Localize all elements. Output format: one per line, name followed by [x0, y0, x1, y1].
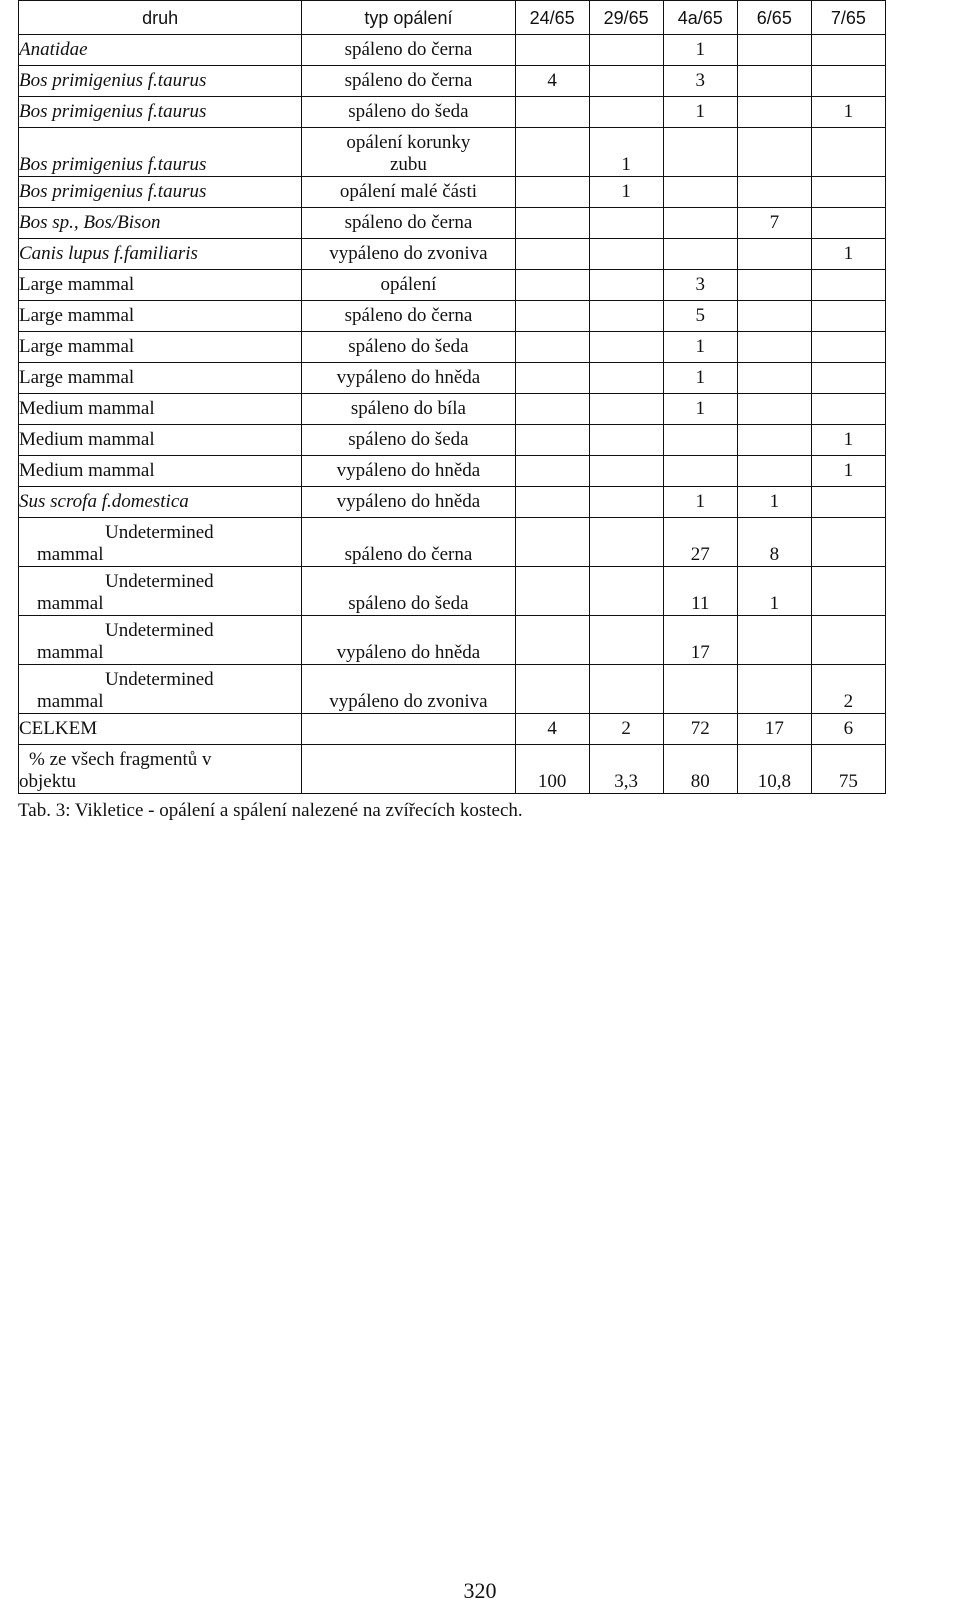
count-cell: 17	[663, 616, 737, 665]
count-cell	[663, 128, 737, 177]
species-cell: Bos sp., Bos/Bison	[19, 208, 302, 239]
species-cell: Large mammal	[19, 270, 302, 301]
burn-type-cell: spáleno do šeda	[302, 97, 515, 128]
count-cell	[589, 208, 663, 239]
count-cell: 1	[663, 332, 737, 363]
count-cell: 1	[811, 97, 885, 128]
count-cell	[589, 35, 663, 66]
count-cell	[663, 456, 737, 487]
count-cell: 1	[663, 35, 737, 66]
count-cell	[589, 363, 663, 394]
table-row	[19, 394, 886, 425]
count-cell	[589, 97, 663, 128]
count-cell	[737, 177, 811, 208]
species-cell: Sus scrofa f.domestica	[19, 487, 302, 518]
table-row	[19, 487, 886, 518]
total-cell: 17	[737, 714, 811, 745]
count-cell	[515, 97, 589, 128]
species-line: Undetermined	[105, 522, 214, 543]
count-cell	[737, 616, 811, 665]
header-6-65: 6/65	[737, 1, 811, 35]
count-cell: 1	[663, 363, 737, 394]
species-cell: Anatidae	[19, 35, 302, 66]
species-cell: Large mammal	[19, 301, 302, 332]
burn-type-cell: vypáleno do hněda	[302, 487, 515, 518]
count-cell	[737, 363, 811, 394]
percent-cell: 80	[663, 745, 737, 794]
count-cell: 1	[737, 567, 811, 616]
count-cell	[515, 394, 589, 425]
count-cell	[589, 665, 663, 714]
count-cell	[811, 567, 885, 616]
header-typ: typ opálení	[302, 1, 515, 35]
species-cell: Bos primigenius f.taurus	[19, 128, 302, 177]
count-cell	[589, 332, 663, 363]
percent-label-line: % ze všech fragmentů v	[29, 749, 212, 770]
count-cell	[811, 487, 885, 518]
table-row	[19, 332, 886, 363]
count-cell	[737, 35, 811, 66]
count-cell	[737, 97, 811, 128]
count-cell	[589, 270, 663, 301]
count-cell: 3	[663, 270, 737, 301]
count-cell	[811, 394, 885, 425]
count-cell	[811, 616, 885, 665]
burn-type-cell: spáleno do šeda	[302, 567, 515, 616]
species-cell: Medium mammal	[19, 425, 302, 456]
burn-type-cell: vypáleno do zvoniva	[302, 665, 515, 714]
table-row	[19, 66, 886, 97]
count-cell	[811, 270, 885, 301]
species-cell: Bos primigenius f.taurus	[19, 66, 302, 97]
header-24-65: 24/65	[515, 1, 589, 35]
count-cell	[811, 332, 885, 363]
burn-type-cell: spáleno do bíla	[302, 394, 515, 425]
count-cell: 1	[663, 97, 737, 128]
species-line: Undetermined	[105, 620, 214, 641]
count-cell	[515, 239, 589, 270]
header-29-65: 29/65	[589, 1, 663, 35]
count-cell: 5	[663, 301, 737, 332]
count-cell	[737, 665, 811, 714]
count-cell: 11	[663, 567, 737, 616]
percent-label	[19, 745, 302, 794]
count-cell: 2	[811, 665, 885, 714]
count-cell: 1	[811, 239, 885, 270]
percent-cell: 75	[811, 745, 885, 794]
species-cell: Bos primigenius f.taurus	[19, 177, 302, 208]
percent-row	[19, 745, 886, 794]
count-cell	[663, 177, 737, 208]
empty-cell	[302, 714, 515, 745]
burn-type-cell	[302, 128, 515, 177]
table-row	[19, 208, 886, 239]
table-row	[19, 128, 886, 177]
count-cell	[515, 128, 589, 177]
species-cell	[19, 665, 302, 714]
species-cell: Large mammal	[19, 332, 302, 363]
count-cell	[515, 567, 589, 616]
count-cell	[515, 177, 589, 208]
count-cell	[737, 394, 811, 425]
count-cell	[515, 425, 589, 456]
count-cell	[811, 128, 885, 177]
empty-cell	[302, 745, 515, 794]
species-line: mammal	[37, 691, 104, 712]
count-cell	[811, 208, 885, 239]
burning-table	[18, 0, 886, 794]
header-druh: druh	[19, 1, 302, 35]
species-line: mammal	[37, 642, 104, 663]
header-row	[19, 1, 886, 35]
count-cell	[737, 239, 811, 270]
count-cell: 1	[589, 128, 663, 177]
burn-type-cell: spáleno do černa	[302, 208, 515, 239]
burn-type-cell: spáleno do šeda	[302, 425, 515, 456]
data-table-container	[18, 0, 886, 794]
table-row	[19, 518, 886, 567]
table-row	[19, 301, 886, 332]
percent-cell: 10,8	[737, 745, 811, 794]
table-row	[19, 35, 886, 66]
burn-type-cell: vypáleno do zvoniva	[302, 239, 515, 270]
count-cell: 1	[811, 456, 885, 487]
species-line: mammal	[37, 544, 104, 565]
count-cell	[737, 66, 811, 97]
count-cell	[515, 456, 589, 487]
total-cell: 4	[515, 714, 589, 745]
count-cell	[589, 425, 663, 456]
burn-type-cell: vypáleno do hněda	[302, 456, 515, 487]
burn-type-cell: vypáleno do hněda	[302, 616, 515, 665]
total-row	[19, 714, 886, 745]
total-cell: 72	[663, 714, 737, 745]
count-cell	[589, 66, 663, 97]
burn-type-line: opálení korunky	[346, 132, 471, 153]
count-cell	[811, 35, 885, 66]
species-cell: Bos primigenius f.taurus	[19, 97, 302, 128]
table-caption: Tab. 3: Vikletice - opálení a spálení nalezené na zvířecích kostech.	[18, 800, 523, 821]
table-row	[19, 363, 886, 394]
count-cell	[811, 301, 885, 332]
species-cell	[19, 518, 302, 567]
burn-type-cell: spáleno do černa	[302, 66, 515, 97]
count-cell	[663, 425, 737, 456]
count-cell: 1	[589, 177, 663, 208]
count-cell	[515, 487, 589, 518]
species-cell	[19, 616, 302, 665]
count-cell	[589, 456, 663, 487]
burn-type-line: zubu	[389, 154, 427, 175]
count-cell: 1	[737, 487, 811, 518]
table-row	[19, 97, 886, 128]
burn-type-cell: opálení malé části	[302, 177, 515, 208]
count-cell	[515, 518, 589, 567]
header-4a-65: 4a/65	[663, 1, 737, 35]
table-row	[19, 567, 886, 616]
count-cell: 3	[663, 66, 737, 97]
percent-cell: 100	[515, 745, 589, 794]
count-cell	[515, 35, 589, 66]
count-cell	[589, 239, 663, 270]
count-cell: 1	[663, 487, 737, 518]
count-cell	[515, 363, 589, 394]
species-cell: Large mammal	[19, 363, 302, 394]
count-cell	[515, 208, 589, 239]
total-cell: 2	[589, 714, 663, 745]
burn-type-cell: spáleno do černa	[302, 301, 515, 332]
count-cell	[737, 128, 811, 177]
species-cell: Medium mammal	[19, 394, 302, 425]
count-cell	[589, 616, 663, 665]
count-cell	[589, 518, 663, 567]
total-cell: 6	[811, 714, 885, 745]
count-cell	[515, 301, 589, 332]
burn-type-cell: spáleno do šeda	[302, 332, 515, 363]
count-cell: 1	[663, 394, 737, 425]
count-cell	[811, 363, 885, 394]
burn-type-cell: spáleno do černa	[302, 35, 515, 66]
count-cell	[737, 270, 811, 301]
page-number: 320	[463, 1578, 497, 1603]
count-cell	[589, 301, 663, 332]
count-cell	[589, 394, 663, 425]
count-cell	[737, 456, 811, 487]
count-cell	[737, 301, 811, 332]
count-cell	[589, 567, 663, 616]
burn-type-cell: opálení	[302, 270, 515, 301]
count-cell	[737, 425, 811, 456]
species-line: Undetermined	[105, 669, 214, 690]
count-cell: 7	[737, 208, 811, 239]
count-cell: 8	[737, 518, 811, 567]
table-row	[19, 270, 886, 301]
table-row	[19, 239, 886, 270]
burn-type-cell: vypáleno do hněda	[302, 363, 515, 394]
species-line: Undetermined	[105, 571, 214, 592]
count-cell	[515, 332, 589, 363]
species-cell: Canis lupus f.familiaris	[19, 239, 302, 270]
table-row	[19, 177, 886, 208]
total-label: CELKEM	[19, 714, 302, 745]
count-cell	[663, 665, 737, 714]
table-row	[19, 425, 886, 456]
header-7-65: 7/65	[811, 1, 885, 35]
count-cell: 1	[811, 425, 885, 456]
burn-type-cell: spáleno do černa	[302, 518, 515, 567]
table-row	[19, 616, 886, 665]
species-cell	[19, 567, 302, 616]
count-cell	[515, 616, 589, 665]
count-cell	[589, 487, 663, 518]
count-cell	[811, 66, 885, 97]
count-cell: 27	[663, 518, 737, 567]
table-row	[19, 665, 886, 714]
percent-label-line: objektu	[19, 771, 76, 792]
count-cell	[515, 665, 589, 714]
percent-cell: 3,3	[589, 745, 663, 794]
count-cell: 4	[515, 66, 589, 97]
count-cell	[515, 270, 589, 301]
count-cell	[663, 239, 737, 270]
species-line: mammal	[37, 593, 104, 614]
table-row	[19, 456, 886, 487]
count-cell	[663, 208, 737, 239]
count-cell	[811, 177, 885, 208]
species-cell: Medium mammal	[19, 456, 302, 487]
count-cell	[811, 518, 885, 567]
count-cell	[737, 332, 811, 363]
